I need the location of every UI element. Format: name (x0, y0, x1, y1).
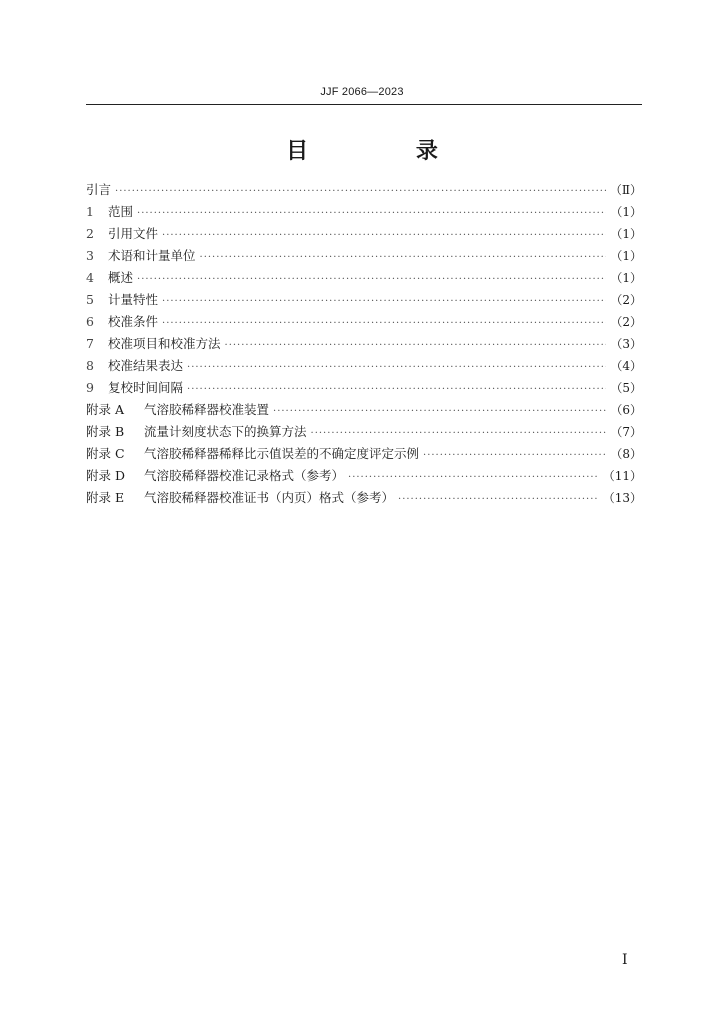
toc-entry[interactable] (86, 466, 642, 488)
toc-entry-page: （2） (610, 315, 642, 329)
toc-entry[interactable] (86, 224, 642, 246)
toc-leader-dots (348, 472, 599, 483)
toc-entry-label: 引言 (86, 182, 112, 197)
toc-leader-dots (187, 384, 606, 395)
toc-entry-page: （7） (610, 425, 642, 439)
toc-entry-number: 7 (86, 336, 94, 351)
toc-entry-label: 气溶胶稀释器校准证书（内页）格式（参考） (144, 490, 395, 505)
toc-leader-dots (311, 428, 607, 439)
toc-leader-dots (162, 296, 606, 307)
document-code: JJF 2066—2023 (320, 86, 404, 98)
toc-entry[interactable] (86, 246, 642, 268)
toc-leader-dots (137, 274, 606, 285)
toc-leader-dots (162, 230, 606, 241)
toc-entry-label: 复校时间间隔 (108, 380, 184, 395)
toc-leader-dots (115, 186, 606, 197)
table-of-contents (86, 180, 642, 510)
toc-entry-page: （11） (602, 469, 642, 483)
toc-entry-page: （1） (610, 227, 642, 241)
toc-leader-dots (187, 362, 606, 373)
toc-entry-number: 4 (86, 270, 94, 285)
toc-entry[interactable] (86, 444, 642, 466)
toc-entry[interactable] (86, 312, 642, 334)
toc-entry-label: 校准条件 (108, 314, 159, 329)
toc-entry-page: （2） (610, 293, 642, 307)
toc-entry-number: 5 (86, 292, 94, 307)
page-number: Ⅰ (622, 952, 628, 968)
toc-entry-number: 附录 E (86, 490, 125, 505)
toc-entry-number: 附录 A (86, 402, 125, 417)
toc-entry-page: （Ⅱ） (609, 183, 642, 197)
toc-leader-dots (137, 208, 606, 219)
toc-entry[interactable] (86, 268, 642, 290)
toc-entry-page: （8） (610, 447, 642, 461)
toc-entry-label: 概述 (108, 270, 134, 285)
toc-entry-page: （4） (610, 359, 642, 373)
toc-entry-number: 8 (86, 358, 94, 373)
toc-entry-page: （1） (610, 249, 642, 263)
toc-entry-number: 6 (86, 314, 94, 329)
toc-entry-label: 范围 (108, 204, 134, 219)
toc-entry-page: （13） (602, 491, 642, 505)
toc-entry[interactable] (86, 180, 642, 202)
toc-entry[interactable] (86, 488, 642, 510)
toc-leader-dots (273, 406, 606, 417)
toc-entry-number: 1 (86, 204, 94, 219)
toc-leader-dots (423, 450, 606, 461)
toc-entry-page: （6） (610, 403, 642, 417)
toc-entry[interactable] (86, 400, 642, 422)
toc-entry-page: （1） (610, 205, 642, 219)
toc-entry-label: 气溶胶稀释器校准装置 (144, 402, 270, 417)
toc-entry-label: 引用文件 (108, 226, 159, 241)
toc-entry-number: 9 (86, 380, 94, 395)
toc-entry-label: 校准项目和校准方法 (108, 336, 221, 351)
toc-entry-number: 附录 C (86, 446, 125, 461)
toc-entry-page: （1） (610, 271, 642, 285)
toc-entry[interactable] (86, 422, 642, 444)
toc-entry-number: 3 (86, 248, 94, 263)
toc-leader-dots (162, 318, 606, 329)
toc-entry[interactable] (86, 378, 642, 400)
toc-entry-label: 流量计刻度状态下的换算方法 (144, 424, 307, 439)
toc-entry-label: 计量特性 (108, 292, 159, 307)
toc-entry[interactable] (86, 356, 642, 378)
toc-entry[interactable] (86, 202, 642, 224)
toc-leader-dots (398, 494, 599, 505)
toc-leader-dots (225, 340, 607, 351)
toc-entry-label: 气溶胶稀释器稀释比示值误差的不确定度评定示例 (144, 446, 420, 461)
toc-entry-label: 术语和计量单位 (108, 248, 196, 263)
header-divider (86, 104, 642, 105)
toc-entry-number: 附录 D (86, 468, 125, 483)
toc-entry-number: 2 (86, 226, 94, 241)
toc-entry-label: 校准结果表达 (108, 358, 184, 373)
toc-entry-page: （5） (610, 381, 642, 395)
toc-entry-number: 附录 B (86, 424, 125, 439)
toc-entry-label: 气溶胶稀释器校准记录格式（参考） (144, 468, 345, 483)
page-title: 目 录 (286, 139, 488, 164)
toc-leader-dots (200, 252, 607, 263)
toc-entry[interactable] (86, 290, 642, 312)
toc-entry-page: （3） (610, 337, 642, 351)
toc-entry[interactable] (86, 334, 642, 356)
